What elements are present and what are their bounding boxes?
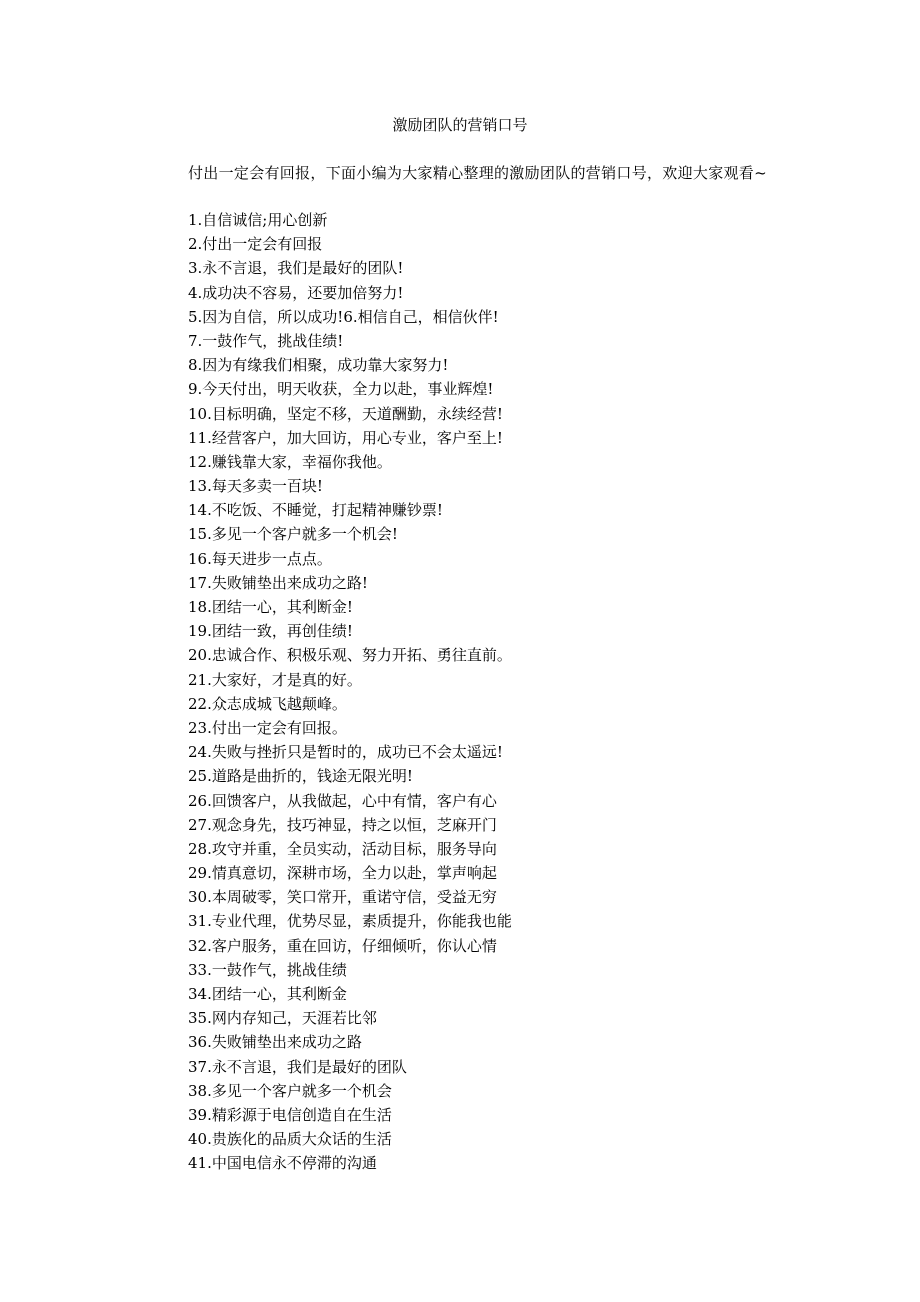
list-item: 16.每天进步一点点。 [188, 549, 332, 568]
list-item: 13.每天多卖一百块! [188, 477, 323, 496]
list-item: 1.自信诚信;用心创新 [188, 211, 328, 229]
list-item: 39.精彩源于电信创造自在生活 [188, 1105, 392, 1124]
list-item: 2.付出一定会有回报 [188, 235, 323, 254]
list-item: 35.网内存知己，天涯若比邻 [188, 1009, 377, 1028]
list-item: 23.付出一定会有回报。 [188, 718, 347, 737]
list-item: 5.因为自信，所以成功!6.相信自己，相信伙伴! [188, 307, 499, 326]
list-item: 25.道路是曲折的，钱途无限光明! [188, 767, 413, 786]
list-item: 18.团结一心，其利断金! [188, 598, 353, 616]
list-item: 21.大家好，才是真的好。 [188, 670, 362, 689]
list-item: 36.失败铺垫出来成功之路 [188, 1033, 362, 1052]
list-item: 11.经营客户，加大回访，用心专业，客户至上! [188, 428, 503, 447]
list-item: 12.赚钱靠大家，幸福你我他。 [188, 452, 392, 471]
list-item: 34.团结一心，其利断金 [188, 985, 347, 1003]
list-item: 26.回馈客户，从我做起，心中有情，客户有心 [188, 791, 497, 810]
document-title: 激励团队的营销口号 [392, 116, 528, 134]
list-item: 32.客户服务，重在回访，仔细倾听，你认心情 [188, 936, 497, 955]
list-item: 24.失败与挫折只是暂时的，成功已不会太遥远! [188, 743, 503, 762]
list-item: 28.攻守并重，全员实动，活动目标，服务导向 [188, 839, 497, 858]
list-item: 17.失败铺垫出来成功之路! [188, 573, 368, 592]
list-item: 7.一鼓作气，挑战佳绩! [188, 331, 344, 350]
intro-paragraph: 付出一定会有回报，下面小编为大家精心整理的激励团队的营销口号，欢迎大家观看~ [188, 164, 767, 182]
list-item: 31.专业代理，优势尽显，素质提升，你能我也能 [188, 912, 512, 931]
list-item: 30.本周破零，笑口常开，重诺守信，受益无穷 [188, 888, 497, 907]
list-item: 14.不吃饭、不睡觉，打起精神赚钞票! [188, 501, 443, 520]
list-item: 8.因为有缘我们相聚，成功靠大家努力! [188, 356, 449, 375]
slogan-list [188, 208, 788, 1176]
list-item: 15.多见一个客户就多一个机会! [188, 525, 398, 544]
list-item: 9.今天付出，明天收获，全力以赴，事业辉煌! [188, 380, 494, 399]
list-item: 40.贵族化的品质大众话的生活 [188, 1130, 392, 1149]
list-item: 37.永不言退，我们是最好的团队 [188, 1057, 407, 1076]
list-item: 10.目标明确，坚定不移，天道酬勤，永续经营! [188, 404, 503, 423]
list-item: 3.永不言退，我们是最好的团队! [188, 259, 404, 278]
list-item: 22.众志成城飞越颠峰。 [188, 694, 347, 713]
list-item: 19.团结一致，再创佳绩! [188, 622, 353, 641]
list-item: 27.观念身先，技巧神显，持之以恒，芝麻开门 [188, 815, 497, 834]
list-item: 41.中国电信永不停滞的沟通 [188, 1154, 377, 1173]
list-item: 4.成功决不容易，还要加倍努力! [188, 283, 404, 302]
list-item: 29.情真意切，深耕市场，全力以赴，掌声响起 [188, 864, 497, 883]
list-item: 33.一鼓作气，挑战佳绩 [188, 960, 347, 979]
list-item: 20.忠诚合作、积极乐观、努力开拓、勇往直前。 [188, 646, 512, 665]
list-item: 38.多见一个客户就多一个机会 [188, 1081, 392, 1100]
